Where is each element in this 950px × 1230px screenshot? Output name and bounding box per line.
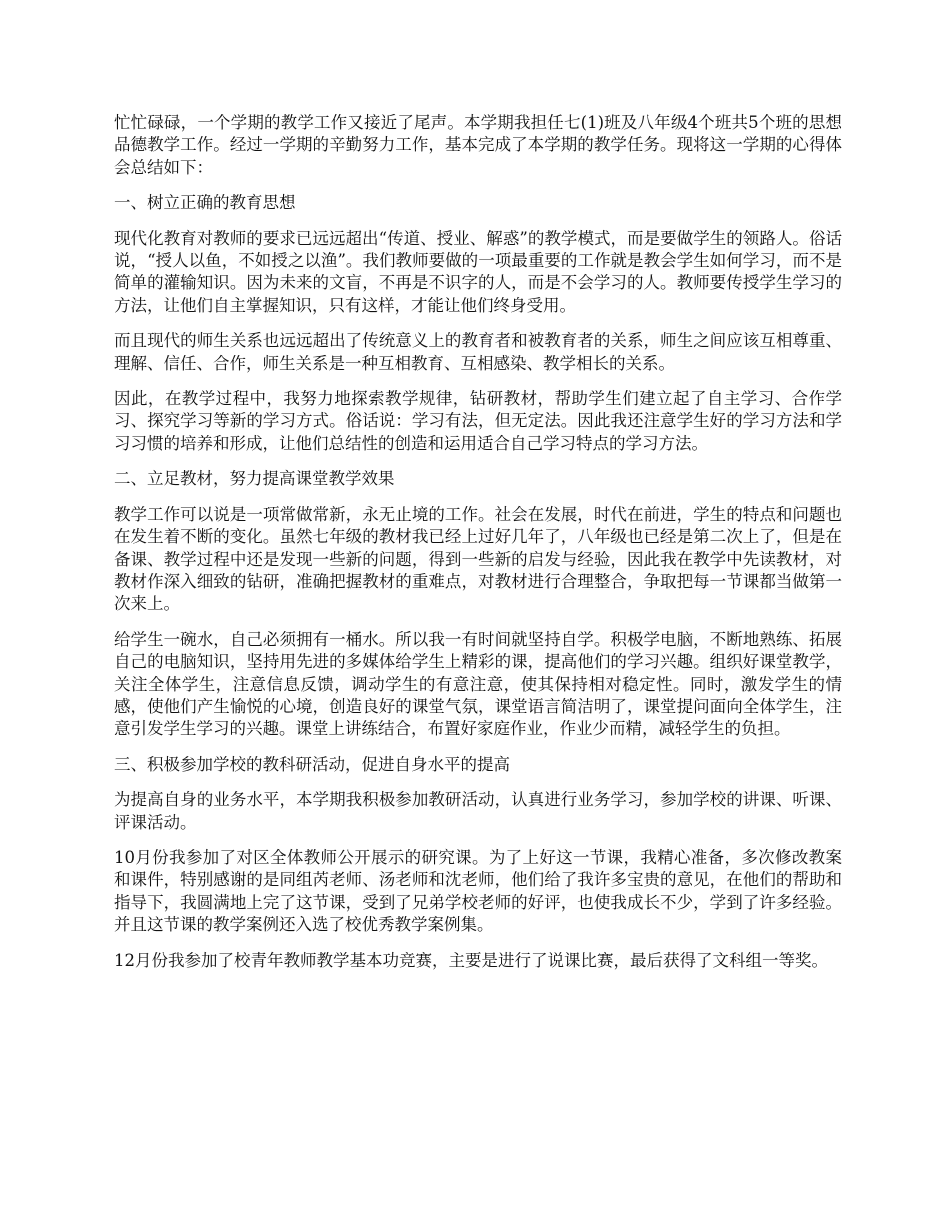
paragraph: 因此，在教学过程中，我努力地探索教学规律，钻研教材，帮助学生们建立起了自主学习、合作学习、探究学习等新的学习方式。俗话说：学习有法，但无定法。因此我还注意学生好的学习方法和学习习惯的培养和形成，让他们总结性的创造和运用适合自己学习特点的学习方法。 bbox=[114, 389, 842, 453]
paragraph: 为提高自身的业务水平，本学期我积极参加教研活动，认真进行业务学习，参加学校的讲课、听课、评课活动。 bbox=[114, 790, 842, 832]
section-heading-2: 二、立足教材，努力提高课堂教学效果 bbox=[114, 469, 395, 489]
paragraph: 而且现代的师生关系也远远超出了传统意义上的教育者和被教育者的关系，师生之间应该互相尊重、理解、信任、合作，师生关系是一种互相教育、互相感染、教学相长的关系。 bbox=[114, 331, 842, 373]
paragraph: 10月份我参加了对区全体教师公开展示的研究课。为了上好这一节课，我精心准备，多次修改教案和课件，特别感谢的是同组芮老师、汤老师和沈老师，他们给了我许多宝贵的意见，在他们的帮助和指导下，我圆满地上完了这节课，受到了兄弟学校老师的好评，也使我成长不少，学到了许多经验。并且这节课的教学案例还入选了校优秀教学案例集。 bbox=[114, 847, 842, 935]
document-body bbox=[114, 112, 842, 985]
section-heading-3: 三、积极参加学校的教科研活动，促进自身水平的提高 bbox=[114, 754, 510, 774]
paragraph: 教学工作可以说是一项常做常新，永无止境的工作。社会在发展，时代在前进，学生的特点和问题也在发生着不断的变化。虽然七年级的教材我已经上过好几年了，八年级也已经是第二次上了，但是在备课、教学过程中还是发现一些新的问题，得到一些新的启发与经验，因此我在教学中先读教材，对教材作深入细致的钻研，准确把握教材的重难点，对教材进行合理整合，争取把每一节课都当做第一次来上。 bbox=[114, 504, 842, 614]
paragraph: 给学生一碗水，自己必须拥有一桶水。所以我一有时间就坚持自学。积极学电脑，不断地熟练、拓展自己的电脑知识，坚持用先进的多媒体给学生上精彩的课，提高他们的学习兴趣。组织好课堂教学，关注全体学生，注意信息反馈，调动学生的有意注意，使其保持相对稳定性。同时，激发学生的情感，使他们产生愉悦的心境，创造良好的课堂气氛，课堂语言简洁明了，课堂提问面向全体学生，注意引发学生学习的兴趣。课堂上讲练结合，布置好家庭作业，作业少而精，减轻学生的负担。 bbox=[114, 629, 842, 739]
intro-paragraph: 忙忙碌碌，一个学期的教学工作又接近了尾声。本学期我担任七(1)班及八年级4个班共5个班的思想品德教学工作。经过一学期的辛勤努力工作，基本完成了本学期的教学任务。现将这一学期的心得体会总结如下： bbox=[114, 113, 842, 177]
section-heading-1: 一、树立正确的教育思想 bbox=[114, 193, 296, 213]
paragraph: 现代化教育对教师的要求已远远超出“传道、授业、解惑”的教学模式，而是要做学生的领路人。俗话说，“授人以鱼，不如授之以渔”。我们教师要做的一项最重要的工作就是教会学生如何学习，而不是简单的灌输知识。因为未来的文盲，不再是不识字的人，而是不会学习的人。教师要传授学生学习的方法，让他们自主掌握知识，只有这样，才能让他们终身受用。 bbox=[114, 228, 842, 315]
paragraph: 12月份我参加了校青年教师教学基本功竞赛，主要是进行了说课比赛，最后获得了文科组一等奖。 bbox=[114, 950, 828, 970]
